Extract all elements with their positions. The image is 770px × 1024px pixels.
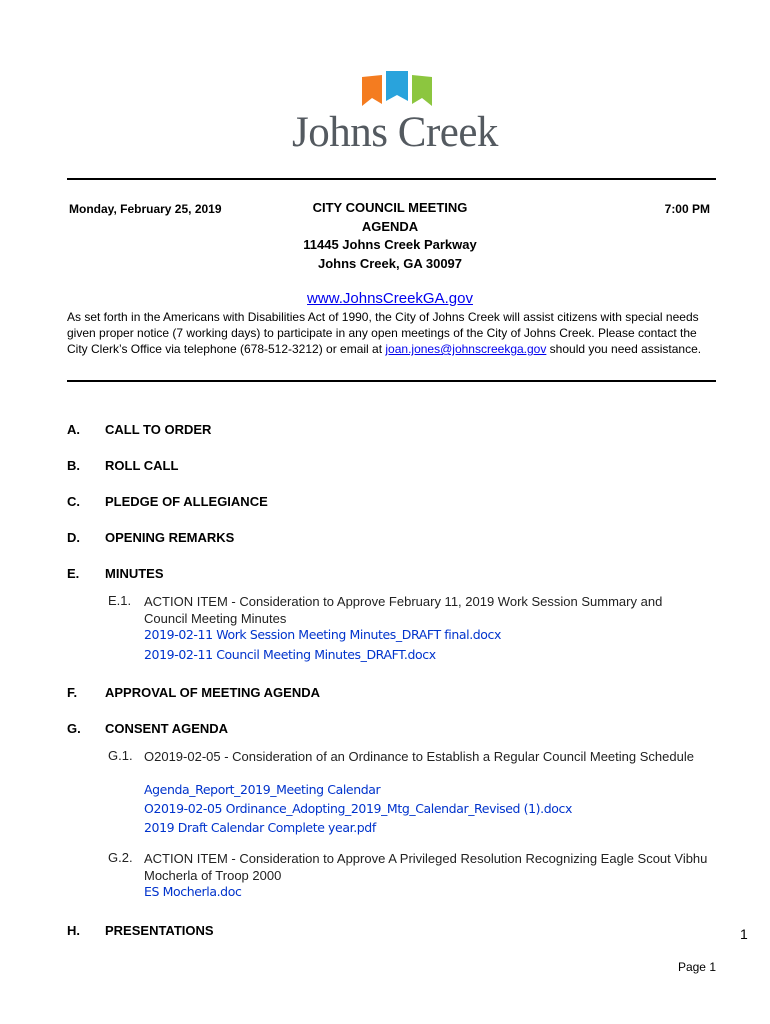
meeting-date: Monday, February 25, 2019 xyxy=(69,202,222,216)
logo-flags-icon xyxy=(362,71,432,111)
section-title-pledge: PLEDGE OF ALLEGIANCE xyxy=(105,494,268,509)
document-link[interactable]: 2019-02-11 Council Meeting Minutes_DRAFT.docx xyxy=(144,647,436,662)
section-title-consent-agenda: CONSENT AGENDA xyxy=(105,721,229,736)
section-letter: H. xyxy=(67,923,80,938)
document-link[interactable]: O2019-02-05 Ordinance_Adopting_2019_Mtg_Calendar_Revised (1).docx xyxy=(144,801,572,816)
section-letter: E. xyxy=(67,566,80,581)
section-letter: B. xyxy=(67,458,80,473)
section-letter: D. xyxy=(67,530,80,545)
document-link[interactable]: 2019-02-11 Work Session Meeting Minutes_DRAFT final.docx xyxy=(144,627,502,642)
ada-notice xyxy=(67,309,717,357)
section-letter: A. xyxy=(67,422,80,437)
section-title-call-to-order: CALL TO ORDER xyxy=(105,422,212,437)
item-label: E.1. xyxy=(108,593,132,608)
section-letter: F. xyxy=(67,685,78,700)
item-label: G.2. xyxy=(108,850,133,865)
section-title-approval-agenda: APPROVAL OF MEETING AGENDA xyxy=(105,685,320,700)
clerk-email-link[interactable]: joan.jones@johnscreekga.gov xyxy=(385,342,547,356)
item-text: ACTION ITEM - Consideration to Approve A Privileged Resolution Recognizing Eagle Scout Vibhu Mocherla of Troop 2000 xyxy=(144,851,708,883)
meeting-subtitle: AGENDA xyxy=(361,219,419,234)
meeting-time: 7:00 PM xyxy=(664,202,710,216)
section-title-minutes: MINUTES xyxy=(105,566,164,581)
section-title-opening-remarks: OPENING REMARKS xyxy=(105,530,235,545)
meeting-address-line2: Johns Creek, GA 30097 xyxy=(317,256,463,271)
notice-text-before: As set forth in the Americans with Disabilities Act of 1990, the City of Johns Creek will assist citizens with special needs given proper notice (7 working days) to participate in any open meetings of the City of Johns Creek. Please contact the City Clerk’s Office via telephone (678-512-3212) or email at xyxy=(67,310,699,356)
item-text: ACTION ITEM - Consideration to Approve February 11, 2019 Work Session Summary and Council Meeting Minutes xyxy=(144,594,663,626)
section-title-roll-call: ROLL CALL xyxy=(105,458,179,473)
page-footer: Page 1 xyxy=(677,960,716,974)
item-text: O2019-02-05 - Consideration of an Ordinance to Establish a Regular Council Meeting Schedule xyxy=(144,749,694,764)
section-title-presentations: PRESENTATIONS xyxy=(105,923,214,938)
section-letter: C. xyxy=(67,494,80,509)
header-bottom-rule xyxy=(67,380,716,382)
header-top-rule xyxy=(67,178,716,180)
logo-text: Johns Creek xyxy=(292,109,498,156)
document-link[interactable]: Agenda_Report_2019_Meeting Calendar xyxy=(144,782,381,797)
meeting-title: CITY COUNCIL MEETING xyxy=(312,200,468,215)
page-number: 1 xyxy=(740,926,748,942)
website-link[interactable]: www.JohnsCreekGA.gov xyxy=(307,290,473,307)
notice-text-after: should you need assistance. xyxy=(546,342,702,356)
meeting-address-line1: 11445 Johns Creek Parkway xyxy=(303,237,477,252)
section-letter: G. xyxy=(67,721,81,736)
item-label: G.1. xyxy=(108,748,133,763)
document-link[interactable]: 2019 Draft Calendar Complete year.pdf xyxy=(144,820,376,835)
document-link[interactable]: ES Mocherla.doc xyxy=(144,884,242,899)
